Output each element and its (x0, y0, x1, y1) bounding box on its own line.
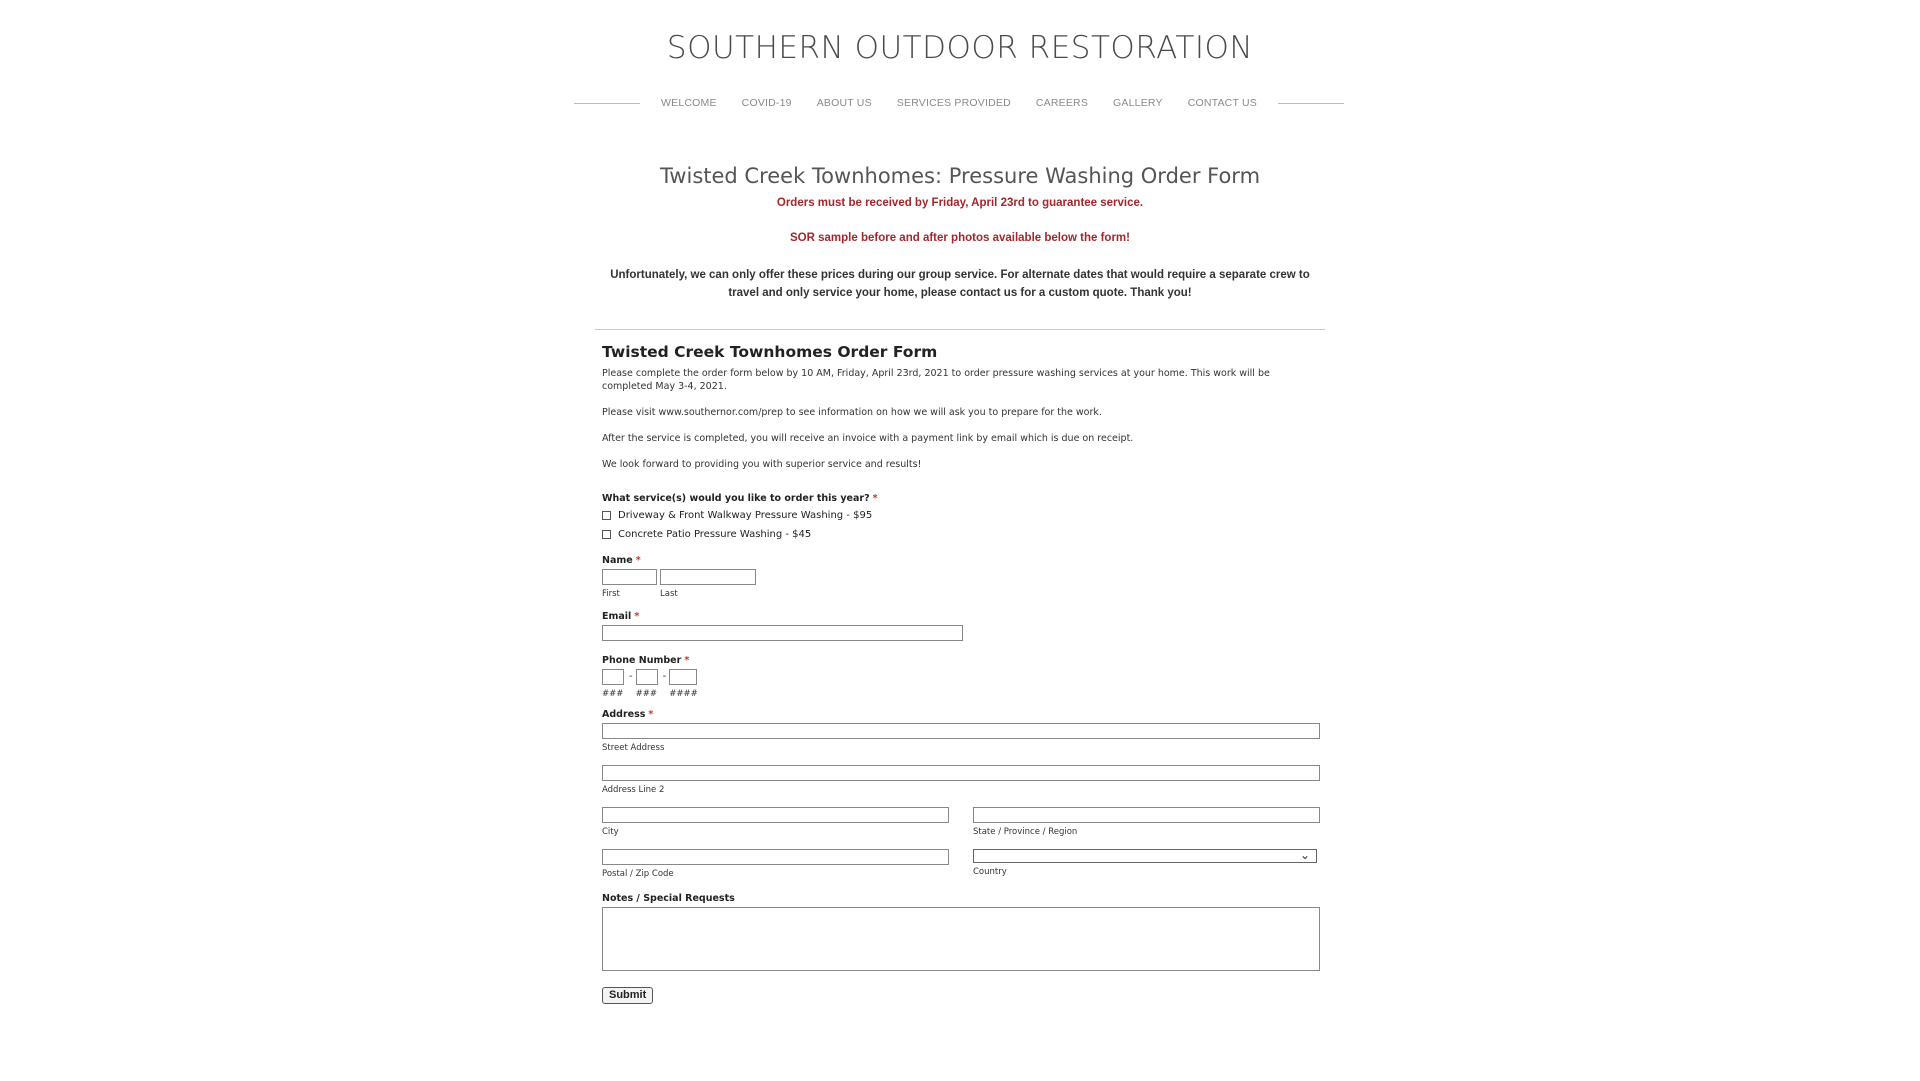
name-label (602, 555, 1322, 566)
service-1-label: Driveway & Front Walkway Pressure Washing - $95 (618, 510, 873, 521)
phone-line-input[interactable] (669, 669, 697, 685)
first-name-input[interactable] (602, 569, 657, 585)
page-heading: Twisted Creek Townhomes: Pressure Washing Order Form (659, 164, 1261, 188)
required-mark: * (634, 611, 640, 622)
address-line2-input[interactable] (602, 765, 1320, 781)
notes-label: Notes / Special Requests (602, 893, 735, 904)
main-nav (574, 93, 1344, 113)
nav-careers[interactable]: CAREERS (1035, 97, 1089, 109)
service-1-checkbox[interactable] (602, 511, 611, 520)
deadline-notice: Orders must be received by Friday, April 23rd to guarantee service. (776, 197, 1144, 209)
nav-rule-right (1278, 103, 1344, 104)
phone-hint-3: #### (669, 689, 698, 699)
phone-hint-1: ### (602, 689, 624, 699)
site-title: SOUTHERN OUTDOOR RESTORATION (666, 30, 1254, 66)
form-title: Twisted Creek Townhomes Order Form (602, 343, 938, 361)
required-mark: * (648, 709, 654, 720)
phone-separator: - (662, 671, 667, 682)
submit-button[interactable]: Submit (602, 987, 653, 1004)
service-option-1[interactable] (602, 506, 1322, 525)
nav-gallery[interactable]: GALLERY (1113, 97, 1163, 109)
last-name-input[interactable] (660, 569, 756, 585)
nav-covid-19[interactable]: COVID-19 (741, 97, 792, 109)
address-label-text: Address (602, 709, 646, 720)
services-label-text: What service(s) would you like to order this year? (602, 493, 870, 504)
service-option-2[interactable] (602, 525, 1322, 544)
zip-label: Postal / Zip Code (602, 869, 674, 879)
section-divider (595, 329, 1325, 330)
required-mark: * (872, 493, 878, 504)
zip-input[interactable] (602, 849, 949, 865)
street-address-input[interactable] (602, 723, 1320, 739)
country-label: Country (973, 867, 1007, 877)
address-label (602, 709, 1322, 720)
city-input[interactable] (602, 807, 949, 823)
form-desc-4: We look forward to providing you with superior service and results! (602, 459, 922, 470)
state-input[interactable] (973, 807, 1320, 823)
email-label-text: Email (602, 611, 632, 622)
country-select[interactable] (973, 849, 1317, 863)
nav-welcome[interactable]: WELCOME (661, 97, 717, 109)
form-desc-3: After the service is completed, you will receive an invoice with a payment link by email which is due on receipt. (602, 433, 1134, 444)
required-mark: * (684, 655, 690, 666)
phone-label (602, 655, 1322, 666)
email-input[interactable] (602, 625, 963, 641)
phone-separator: - (629, 671, 633, 682)
pricing-note: Unfortunately, we can only offer these prices during our group service. For alternate dates that would require a separate crew to travel and only service your home, please contact us for a custom quote. Thank you! (610, 269, 1310, 299)
service-2-label: Concrete Patio Pressure Washing - $45 (618, 529, 812, 540)
nav-rule-left (574, 103, 640, 104)
state-label: State / Province / Region (973, 827, 1078, 837)
last-label: Last (660, 589, 678, 599)
city-label: City (602, 827, 619, 837)
chevron-down-icon: ⌄ (1299, 848, 1310, 862)
photos-notice: SOR sample before and after photos available below the form! (790, 232, 1130, 244)
form-desc-1: Please complete the order form below by 10 AM, Friday, April 23rd, 2021 to order pressure washing services at your home. This work will be completed May 3-4, 2021. (602, 368, 1270, 392)
notes-textarea[interactable] (602, 907, 1320, 971)
phone-area-input[interactable] (602, 669, 624, 685)
nav-services-provided[interactable]: SERVICES PROVIDED (896, 97, 1011, 109)
nav-about-us[interactable]: ABOUT US (816, 97, 872, 109)
required-mark: * (635, 555, 641, 566)
nav-contact-us[interactable]: CONTACT US (1187, 97, 1257, 109)
phone-label-text: Phone Number (602, 655, 682, 666)
order-form (602, 343, 1322, 1004)
first-label: First (602, 589, 620, 599)
service-2-checkbox[interactable] (602, 530, 611, 539)
form-desc-2: Please visit www.southernor.com/prep to see information on how we will ask you to prepare for the work. (602, 407, 1102, 418)
phone-prefix-input[interactable] (636, 669, 658, 685)
street-address-label: Street Address (602, 743, 665, 753)
email-label (602, 611, 1322, 622)
address-line2-label: Address Line 2 (602, 785, 665, 795)
services-label (602, 493, 1322, 504)
name-label-text: Name (602, 555, 633, 566)
phone-hint-2: ### (635, 689, 657, 699)
